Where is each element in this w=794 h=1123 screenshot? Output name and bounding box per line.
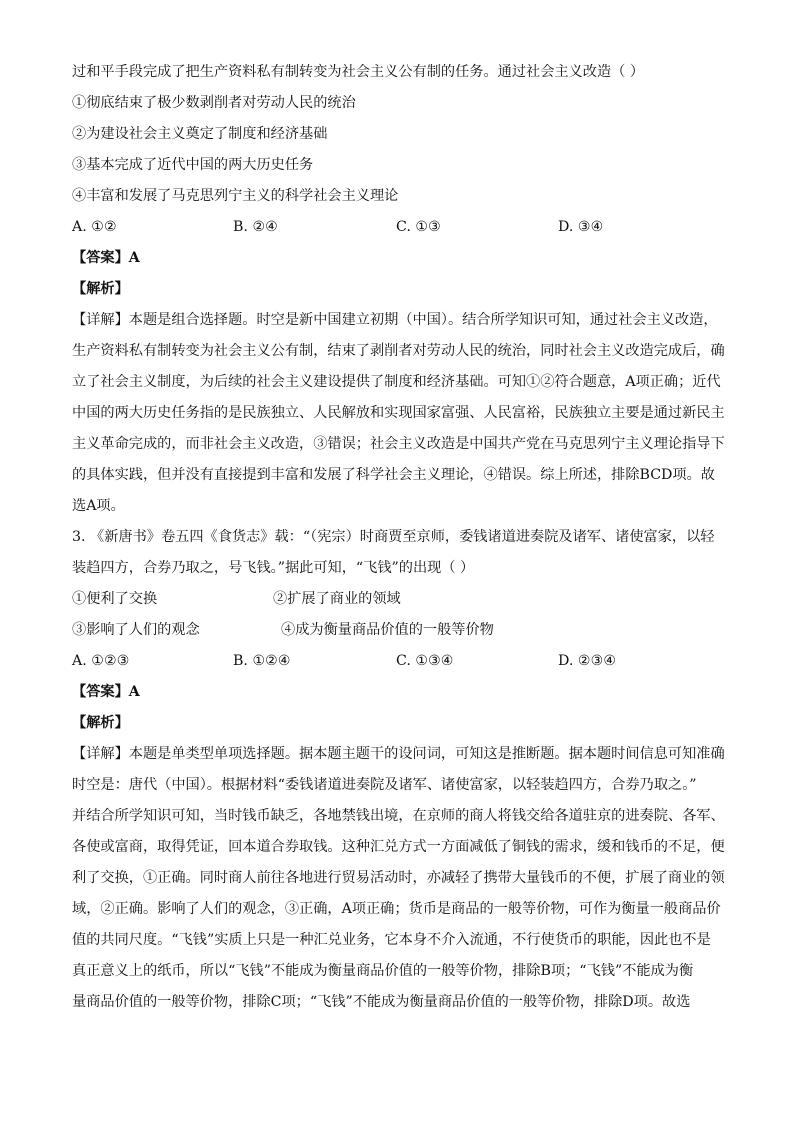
q2-option-b: B. ②④ <box>233 219 278 235</box>
q3-options <box>72 651 722 671</box>
q3-item-3: ③影响了人们的观念 <box>72 622 200 638</box>
q2-option-d: D. ③④ <box>558 219 604 235</box>
q2-item-3: ③基本完成了近代中国的两大历史任务 <box>72 157 314 173</box>
q3-item-2: ②扩展了商业的领域 <box>273 591 401 607</box>
q3-analysis-line: 时空是：唐代（中国）。根据材料“委钱诸道进奏院及诸军、诸使富家，以轻装趋四方，合券乃取之。” <box>72 777 697 793</box>
q3-analysis-line: 并结合所学知识可知，当时钱币缺乏，各地禁钱出境，在京师的商人将钱交给各道驻京的进奏院、各军、 <box>72 808 725 824</box>
q3-answer: 【答案】A <box>72 684 140 700</box>
q2-analysis-line: 中国的两大历史任务指的是民族独立、人民解放和实现国家富强、人民富裕，民族独立主要是通过新民主 <box>72 405 725 421</box>
q2-analysis-line: 生产资料私有制转变为社会主义公有制，结束了剥削者对劳动人民的统治，同时社会主义改造完成后，确 <box>72 343 725 359</box>
q3-option-c: C. ①③④ <box>396 653 454 669</box>
q3-analysis-line: 各使或富商，取得凭证，回本道合券取钱。这种汇兑方式一方面减低了铜钱的需求，缓和钱币的不足，便 <box>72 839 725 855</box>
q3-analysis-title: 【解析】 <box>72 715 129 731</box>
q3-analysis-line: 值的共同尺度。“飞钱”实质上只是一种汇兑业务，它本身不介入流通，不行使货币的职能，因此也不是 <box>72 932 711 948</box>
q3-items-row <box>72 589 722 609</box>
q3-analysis-line: 【详解】本题是单类型单项选择题。据本题主题干的设问词，可知这是推断题。据本题时间信息可知准确 <box>72 746 725 762</box>
q2-analysis-line: 立了社会主义制度，为后续的社会主义建设提供了制度和经济基础。可知①②符合题意，A项正确；近代 <box>72 374 721 390</box>
q3-analysis-line: 利了交换，①正确。同时商人前往各地进行贸易活动时，亦减轻了携带大量钱币的不便，扩展了商业的领 <box>72 870 725 886</box>
q2-stem: 过和平手段完成了把生产资料私有制转变为社会主义公有制的任务。通过社会主义改造（ ） <box>72 64 645 80</box>
q3-analysis-line: 域，②正确。影响了人们的观念，③正确，A项正确；货币是商品的一般等价物，可作为衡量一般商品价 <box>72 901 721 917</box>
q2-analysis-title: 【解析】 <box>72 281 129 297</box>
q2-item-4: ④丰富和发展了马克思列宁主义的科学社会主义理论 <box>72 188 399 204</box>
q2-item-2: ②为建设社会主义奠定了制度和经济基础 <box>72 126 328 142</box>
q2-analysis-line: 的具体实践，但并没有直接提到丰富和发展了科学社会主义理论，④错误。综上所述，排除BCD项。故 <box>72 467 715 483</box>
q3-items-row <box>72 620 722 640</box>
q3-option-d: D. ②③④ <box>558 653 617 669</box>
q3-option-a: A. ①②③ <box>72 653 130 669</box>
q3-item-1: ①便利了交换 <box>72 591 158 607</box>
q2-option-c: C. ①③ <box>396 219 441 235</box>
q3-analysis-line: 量商品价值的一般等价物，排除C项；“飞钱”不能成为衡量商品价值的一般等价物，排除D项。故选 <box>72 994 691 1010</box>
q2-analysis-line: 选A项。 <box>72 498 125 514</box>
q2-analysis-line: 【详解】本题是组合选择题。时空是新中国建立初期（中国）。结合所学知识可知，通过社会主义改造， <box>72 312 718 328</box>
q2-answer: 【答案】A <box>72 250 140 266</box>
q2-option-a: A. ①② <box>72 219 117 235</box>
q3-stem-line: 装趋四方，合券乃取之，号飞钱。”据此可知，“飞钱”的出现（ ） <box>72 560 475 576</box>
q3-item-4: ④成为衡量商品价值的一般等价物 <box>281 622 494 638</box>
q3-stem-line: 3. 《新唐书》卷五四《食货志》载：“（宪宗）时商贾至京师，委钱诸道进奏院及诸军、诸使富家，以轻 <box>72 529 715 545</box>
q3-analysis-line: 真正意义上的纸币，所以“飞钱”不能成为衡量商品价值的一般等价物，排除B项；“飞钱”不能成为衡 <box>72 963 694 979</box>
q3-option-b: B. ①②④ <box>233 653 291 669</box>
q2-analysis-line: 主义革命完成的，而非社会主义改造，③错误；社会主义改造是中国共产党在马克思列宁主义理论指导下 <box>72 436 725 452</box>
q2-item-1: ①彻底结束了极少数剥削者对劳动人民的统治 <box>72 95 356 111</box>
q2-options <box>72 217 722 237</box>
